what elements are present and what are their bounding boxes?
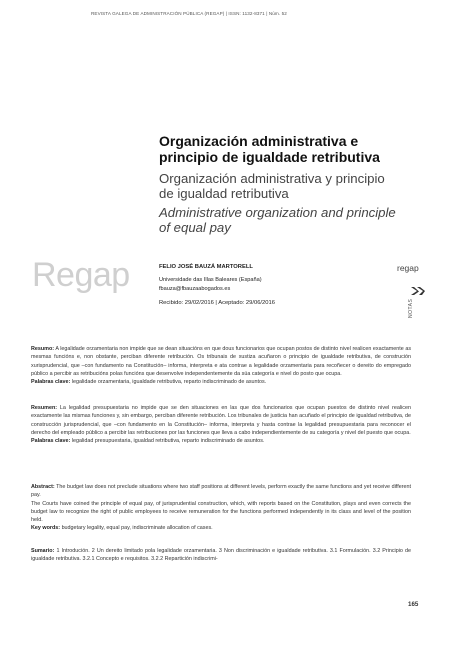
section-label-notas: NOTAS	[408, 298, 414, 318]
abstract-label: Abstract:	[31, 484, 55, 490]
author-email: fbauza@fbauzaabogados.es	[159, 286, 231, 292]
palabras-clave-text-gl: legalidade orzamentaria, igualdade retributiva, reparto indiscriminado de asuntos.	[71, 379, 267, 386]
palabras-clave-text-es: legalidad presupuestaria, igualdad retributiva, reparto indiscriminado de asuntos.	[71, 438, 265, 445]
resumen-text: La legalidad presupuestaria no impide que se den situaciones en las que dos funcionarios que ocupan puestos de distinto nivel realicen exactamente las mismas funciones y, sin embargo, perciban diferente retribución. Los tribunales de justicia han acuñado el principio de igualdad retributiva, de construcción jurisprudencial, que –con fundamento en la Constitución– informa, interpreta y hasta contrae la legalidad presupuestaria para reconocer el derecho del empleado público a percibir las retribuciones por las funciones que lleva a cabo independientemente de su categoría y nivel del puesto que ocupa.	[31, 405, 411, 436]
palabras-clave-label-es: Palabras clave:	[31, 438, 71, 445]
keywords-text: budgetary legality, equal pay, indiscriminate allocation of cases.	[61, 525, 213, 532]
page-number: 165	[408, 601, 419, 608]
resumo-label: Resumo:	[31, 346, 55, 352]
abstract-text-2: The Courts have coined the principle of equal pay, of jurisprudential construction, which, with reports based on the Constitution, plays and even corrects the budget law to recognize the right of public employees to receive remuneration for the functions performed independently in its class and level of the position held.	[31, 500, 411, 524]
article-title-english: Administrative organization and principle of equal pay	[159, 205, 396, 235]
abstract-text-1: The budget law does not preclude situations where two staff positions at different levels, perform exactly the same functions and yet receive different pay.	[31, 484, 411, 499]
author-name: FELIO JOSÉ BAUZÁ MARTORELL	[159, 264, 253, 270]
running-header: REVISTA GALEGA DE ADMINISTRACIÓN PÚBLICA (REGAP) | ISSN: 1132-8371 | Núm. 52	[91, 11, 287, 16]
article-title-galician: Organización administrativa e principio de igualdade retributiva	[159, 133, 380, 165]
author-affiliation: Universidade das Illas Baleares (España)	[159, 277, 262, 283]
author-affiliation-block	[159, 276, 262, 294]
xunta-logo-icon	[410, 285, 426, 297]
received-accepted-dates: Recibido: 29/02/2016 | Aceptado: 29/06/2016	[159, 300, 275, 306]
sumario-label: Sumario:	[31, 548, 55, 554]
keywords-label: Key words:	[31, 525, 61, 532]
palabras-clave-label-gl: Palabras clave:	[31, 379, 71, 386]
abstract-spanish	[31, 404, 411, 445]
summary-block	[31, 547, 411, 564]
abstract-english	[31, 483, 411, 533]
resumen-label: Resumen:	[31, 405, 58, 411]
article-title-spanish: Organización administrativa y principio de igualdad retributiva	[159, 171, 385, 201]
resumo-text: A legalidade orzamentaria non impide que se dean situacións en que dous funcionarios que ocupan postos de distinto nivel realicen exactamente as mesmas funcións e, non obstante, perciban diferente retribución. Os tribunais de xustiza acuñaron o principio de igualdade retributiva, de construción xurisprudencial, que –con fundamento na Constitución– informa, interpreta e ata contrae a legalidade orzamentaria para recoñecer o dereito do empregado público a percibir as retribucións polas funcións que desenvolve independentemente da súa categoría e nivel do posto que ocupa.	[31, 346, 412, 377]
abstract-galician	[31, 345, 411, 386]
regap-logo-small: regap	[397, 263, 419, 273]
sumario-text: 1 Introdución. 2 Un dereito limitado pola legalidade orzamentaria. 3 Non discriminación e igualdade retributiva. 3.1 Formulación. 3.2 Principio de igualdade retributiva. 3.2.1 Concepto e requisitos. 3.2.2 Repartición indiscrimi-	[31, 548, 411, 563]
regap-logo-large: Regap	[32, 256, 130, 294]
